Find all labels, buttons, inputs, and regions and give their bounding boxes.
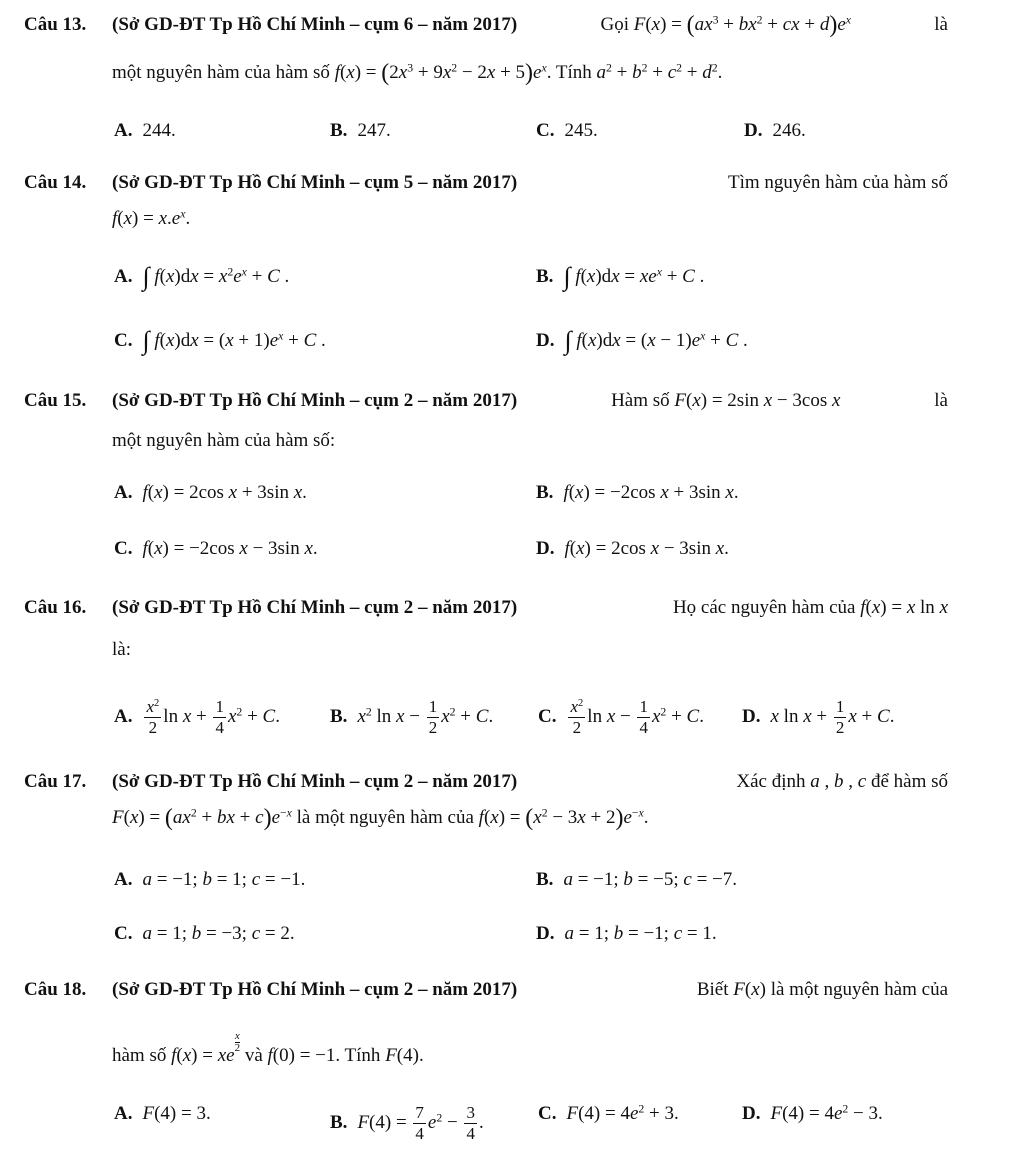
option-d[interactable]: D. $F(4) = 4e^2 - 3$. xyxy=(742,1102,883,1124)
question-number: Câu 15. xyxy=(24,390,87,411)
option-b[interactable]: B. 247. xyxy=(330,120,391,141)
option-c[interactable]: C. 245. xyxy=(536,120,598,141)
option-c[interactable]: C. a = 1; b = −3; c = 2. xyxy=(114,923,295,944)
option-c[interactable]: C. $F(4) = 4e^2 + 3$. xyxy=(538,1102,679,1124)
option-b[interactable]: B. $x^2$ ln x − $\frac{1}{2}$ $x^2 + C$. xyxy=(330,697,494,737)
option-d[interactable]: D. a = 1; b = −1; c = 1. xyxy=(536,923,717,944)
question-number: Câu 13. xyxy=(24,14,87,35)
question-stem: (Sở GD-ĐT Tp Hồ Chí Minh – cụm 2 – năm 2017) Hàm số F(x) = 2sin x − 3cos x là xyxy=(112,390,948,411)
option-d[interactable]: D. f(x) = 2cos x − 3sin x. xyxy=(536,538,729,559)
question-number: Câu 16. xyxy=(24,597,87,618)
option-a[interactable]: A. a = −1; b = 1; c = −1. xyxy=(114,869,306,890)
option-d[interactable]: D. 246. xyxy=(744,120,806,141)
question-stem-cont: hàm số f(x) = xe $\frac{x}{2}$ và f(0) = −1. Tính F(4). xyxy=(112,1030,424,1066)
option-d[interactable]: D. x ln x + $\frac{1}{2}$ x + C. xyxy=(742,697,895,737)
option-c[interactable]: C. f(x) = −2cos x − 3sin x. xyxy=(114,538,318,559)
option-a[interactable]: A. $\frac{x^2}{2}$ ln x + $\frac{1}{4}$ $x^2 + C$. xyxy=(114,697,280,737)
option-b[interactable]: B. F(4) = $\frac{7}{4}$ $e^2$ − $\frac{3}{4}$ . xyxy=(330,1103,484,1143)
option-d[interactable]: D. ∫ $f(x)dx = (x - 1)e^x + C$ . xyxy=(536,326,748,355)
stem-text: Gọi $F(x) = (ax^3 + bx^2$ + cx + $d)e^x$ xyxy=(600,12,851,38)
option-a[interactable]: A. ∫ $f(x)dx = x^2e^x + C$ . xyxy=(114,262,290,291)
option-a[interactable]: A. f(x) = 2cos x + 3sin x. xyxy=(114,482,307,503)
question-stem-cont: một nguyên hàm của hàm số $f(x) = (2x^3 + 9x^2 - 2x + 5)e^x$. Tính $a^2 + b^2 + c^2 + d^2$. xyxy=(112,60,723,86)
option-a[interactable]: A. F(4) = 3. xyxy=(114,1103,211,1124)
option-a[interactable]: A. 244. xyxy=(114,120,176,141)
question-number: Câu 17. xyxy=(24,771,87,792)
question-source: (Sở GD-ĐT Tp Hồ Chí Minh – cụm 6 – năm 2017) xyxy=(112,14,518,35)
option-b[interactable]: B. a = −1; b = −5; c = −7. xyxy=(536,869,737,890)
question-stem: (Sở GD-ĐT Tp Hồ Chí Minh – cụm 2 – năm 2017) Họ các nguyên hàm của f(x) = x ln x xyxy=(112,597,948,618)
question-number: Câu 14. xyxy=(24,172,87,193)
option-c[interactable]: C. $\frac{x^2}{2}$ ln x − $\frac{1}{4}$ $x^2 + C$. xyxy=(538,697,704,737)
question-stem: (Sở GD-ĐT Tp Hồ Chí Minh – cụm 6 – năm 2017) Gọi $F(x) = (ax^3 + bx^2$ + cx + $d)e^x$ là xyxy=(112,12,948,38)
option-c[interactable]: C. ∫ $f(x)dx = (x + 1)e^x + C$ . xyxy=(114,326,326,355)
question-stem-cont: một nguyên hàm của hàm số: xyxy=(112,430,336,451)
question-stem-cont: $F(x) = (ax^2$ + bx + $c)e^{-x}$ là một nguyên hàm của $f(x) = (x^2 - 3x + 2)e^{-x}$. xyxy=(112,805,649,831)
question-stem: (Sở GD-ĐT Tp Hồ Chí Minh – cụm 5 – năm 2017) Tìm nguyên hàm của hàm số xyxy=(112,172,948,193)
question-number: Câu 18. xyxy=(24,979,87,1000)
option-b[interactable]: B. ∫ $f(x)dx = xe^x + C$ . xyxy=(536,262,705,291)
question-stem: (Sở GD-ĐT Tp Hồ Chí Minh – cụm 2 – năm 2017) Biết F(x) là một nguyên hàm của xyxy=(112,979,948,1000)
question-stem: (Sở GD-ĐT Tp Hồ Chí Minh – cụm 2 – năm 2017) Xác định a , b , c để hàm số xyxy=(112,771,948,792)
option-b[interactable]: B. f(x) = −2cos x + 3sin x. xyxy=(536,482,739,503)
question-stem-cont: là: xyxy=(112,639,131,660)
function-definition: $f(x) = x.e^x$. xyxy=(112,207,191,229)
